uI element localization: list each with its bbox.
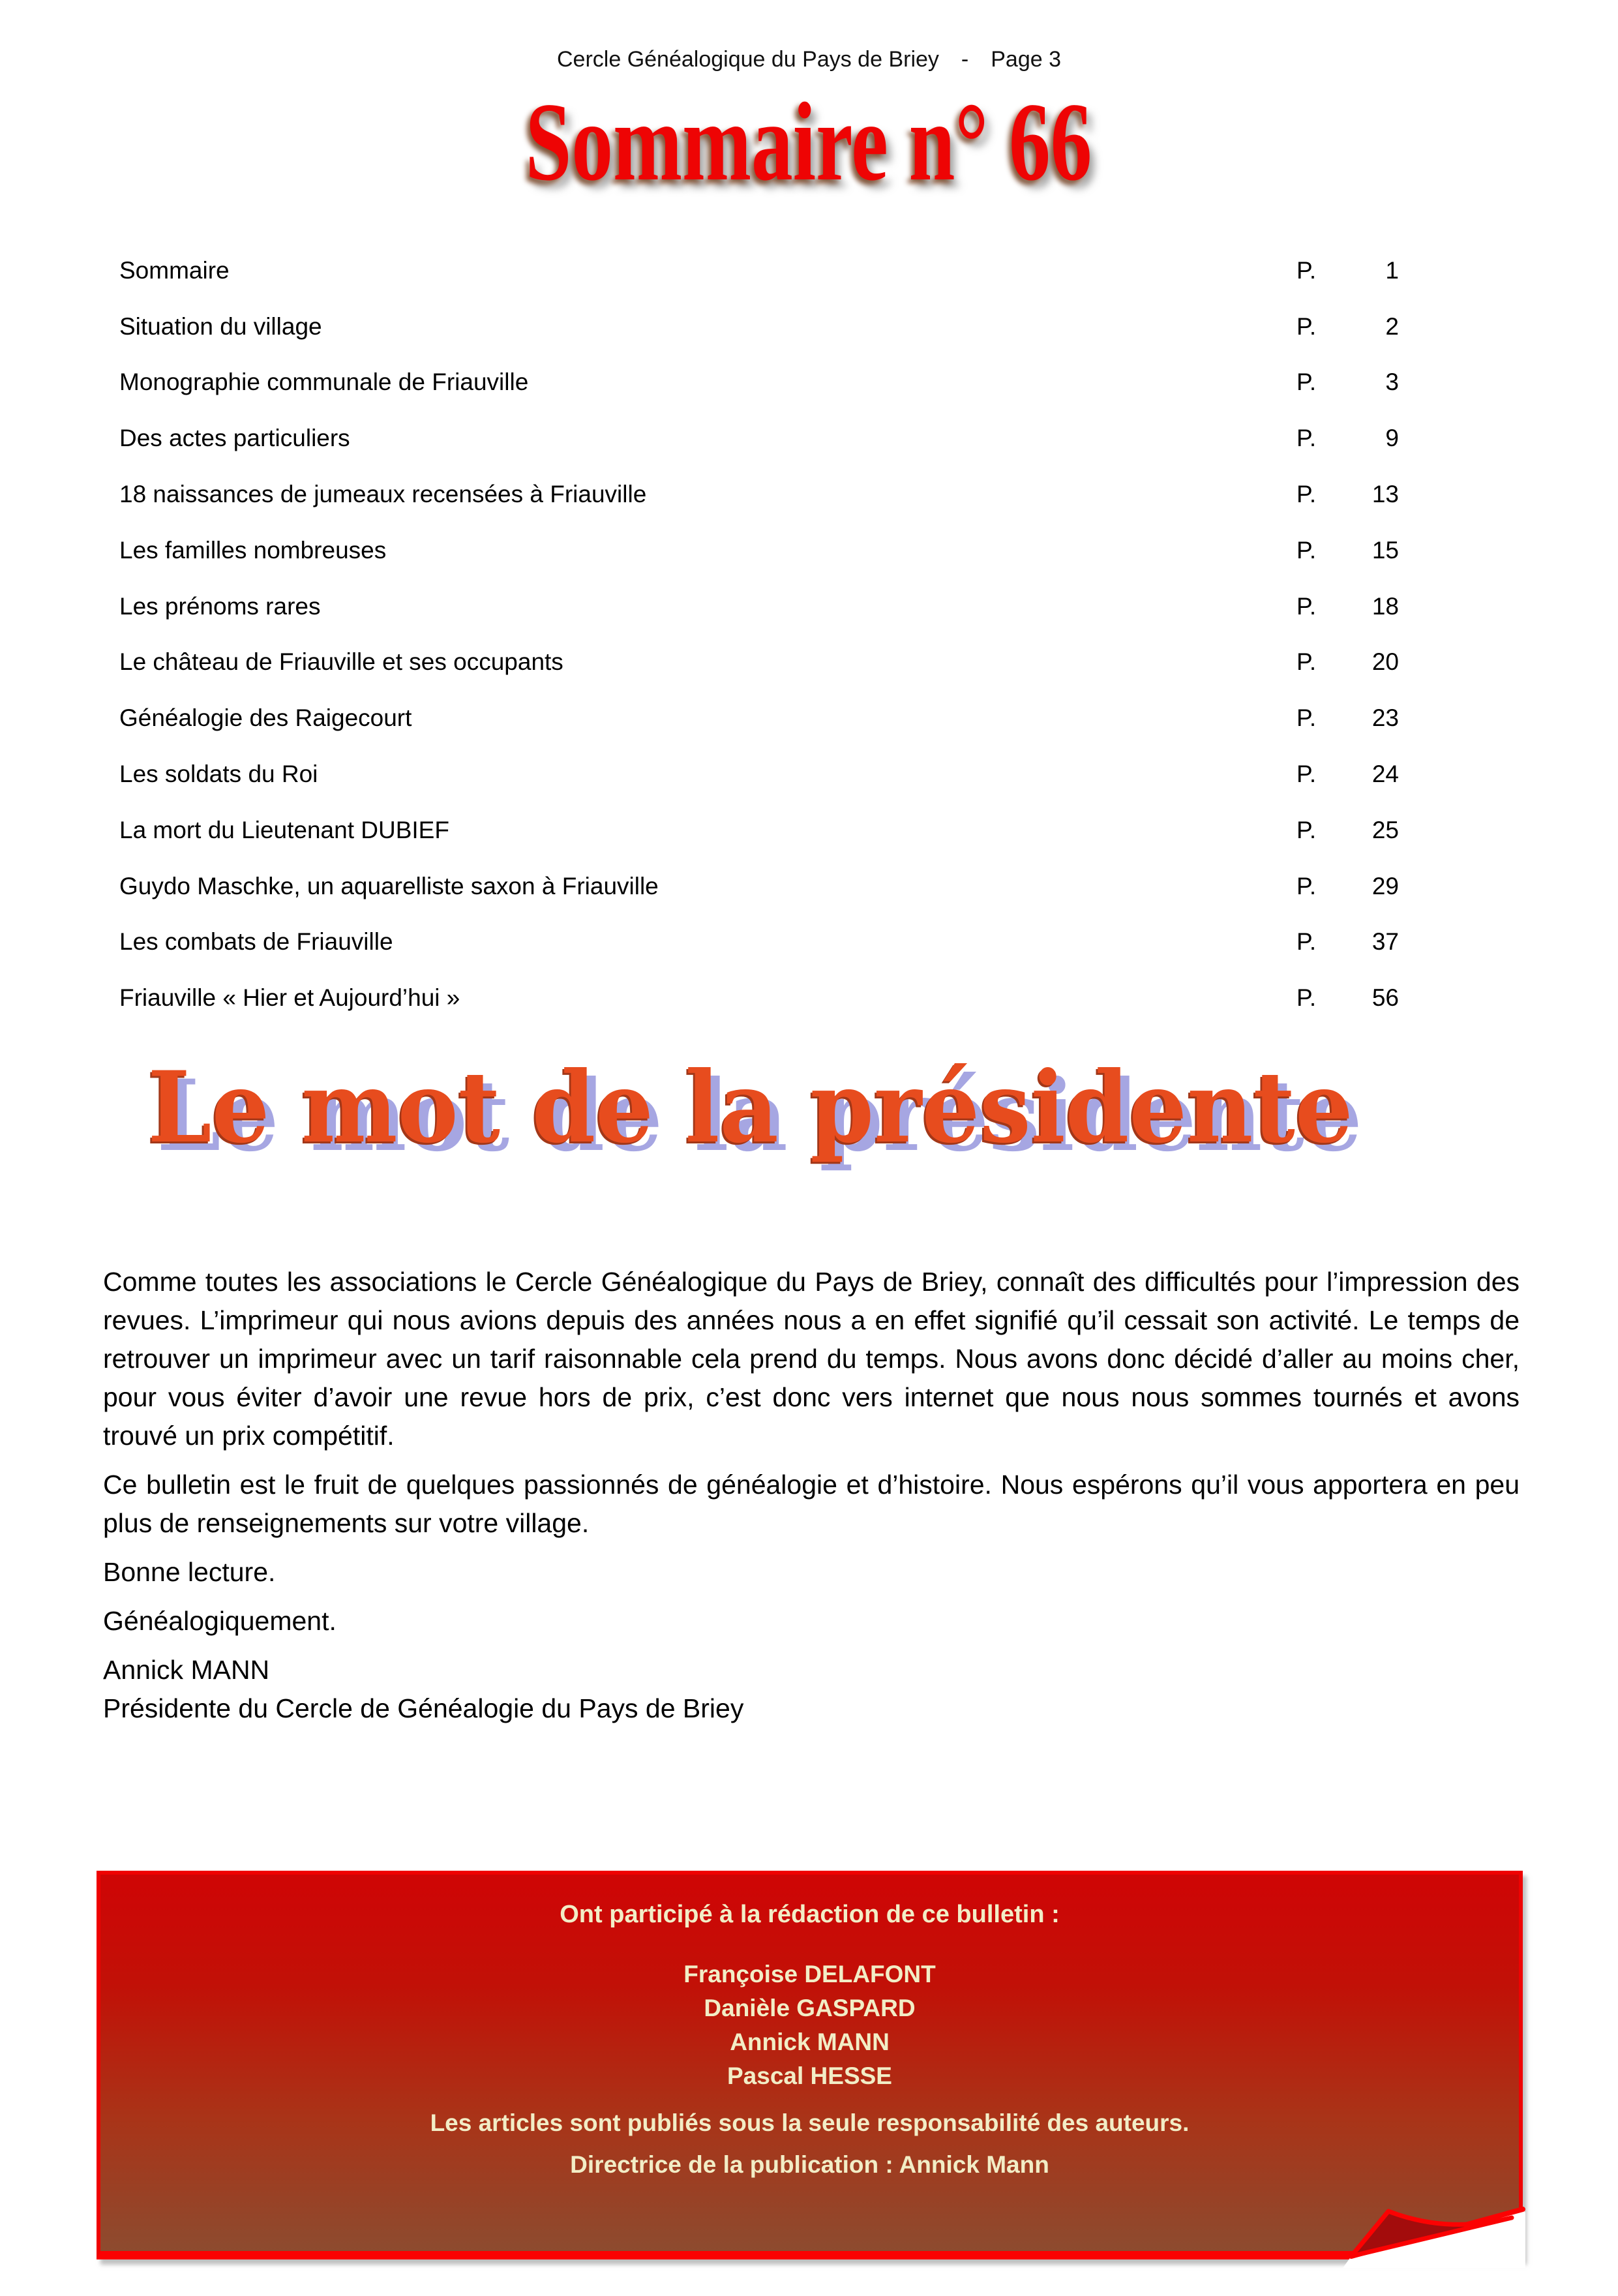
toc-page-number: 20: [1371, 648, 1399, 676]
toc-page-number: 25: [1371, 816, 1399, 843]
toc-page-abbr: P.: [1296, 256, 1317, 284]
toc-page-number: 3: [1385, 369, 1399, 396]
toc-entry-title: 18 naissances de jumeaux recensées à Friauville: [119, 481, 647, 508]
toc-page-number: 13: [1371, 481, 1399, 508]
credits-director-line: Directrice de la publication : Annick Mann: [570, 2151, 1049, 2178]
toc-row: [119, 970, 1399, 1026]
letter-paragraph: Bonne lecture.: [103, 1557, 276, 1587]
toc-page-number: 24: [1371, 761, 1399, 788]
credits-disclaimer: Les articles sont publiés sous la seule responsabilité des auteurs.: [430, 2109, 1190, 2136]
toc-page-abbr: P.: [1296, 481, 1317, 508]
toc-row: [119, 635, 1399, 691]
header-page-number: Page 3: [991, 47, 1061, 72]
credits-heading: Ont participé à la rédaction de ce bulletin :: [560, 1901, 1060, 1928]
contributor-name: Pascal HESSE: [727, 2062, 892, 2089]
presidente-title-wrap: [0, 1049, 1618, 1166]
toc-page-abbr: P.: [1296, 816, 1317, 843]
toc-row: [119, 914, 1399, 971]
toc-page-number: 29: [1371, 872, 1399, 899]
toc-page-abbr: P.: [1296, 928, 1317, 956]
signature-name: Annick MANN: [103, 1655, 270, 1685]
toc-row: [119, 466, 1399, 522]
contributor-name: Françoise DELAFONT: [683, 1961, 936, 1987]
toc-row: [119, 802, 1399, 858]
toc-page-abbr: P.: [1296, 536, 1317, 564]
toc-entry-title: Les soldats du Roi: [119, 761, 318, 788]
toc-entry-title: Des actes particuliers: [119, 425, 350, 452]
toc-page-abbr: P.: [1296, 984, 1317, 1012]
toc-page-abbr: P.: [1296, 872, 1317, 899]
toc-page-abbr: P.: [1296, 369, 1317, 396]
toc-row: [119, 299, 1399, 355]
toc-entry-title: Généalogie des Raigecourt: [119, 704, 412, 732]
toc-entry-title: Friauville « Hier et Aujourd’hui »: [119, 984, 460, 1012]
page-curl-decoration: [1323, 2177, 1525, 2268]
toc-page-abbr: P.: [1296, 592, 1317, 620]
toc-page-number: 23: [1371, 704, 1399, 732]
toc-page-number: 9: [1385, 425, 1399, 452]
credits-box: [97, 1871, 1523, 2259]
toc-row: [119, 243, 1399, 299]
toc-entry-title: Le château de Friauville et ses occupants: [119, 648, 563, 676]
signature-role: Présidente du Cercle de Généalogie du Pays de Briey: [103, 1693, 744, 1723]
toc-page-number: 37: [1371, 928, 1399, 956]
toc-entry-title: Situation du village: [119, 312, 322, 340]
toc-row: [119, 410, 1399, 466]
sommaire-title-wrap: [0, 80, 1618, 205]
section-title-presidente: Le mot de la présidente: [147, 1050, 1353, 1165]
toc-page-abbr: P.: [1296, 704, 1317, 732]
toc-entry-title: Sommaire: [119, 256, 230, 284]
page-header: [0, 47, 1618, 72]
letter-paragraph: Comme toutes les associations le Cercle Généalogique du Pays de Briey, connaît des difficultés pour l’impression des revues. L’imprimeur qui nous avions depuis des années nous a en effet signifié qu’il cessait son activité. Le temps de retrouver un imprimeur avec un tarif raisonnable cela prend du temps. Nous avons donc décidé d’aller au moins cher, pour vous éviter d’avoir une revue hors de prix, c’est donc vers internet que nous nous sommes tournés et avons trouvé un prix compétitif.: [103, 1267, 1520, 1451]
toc-row: [119, 355, 1399, 411]
toc-row: [119, 690, 1399, 746]
toc-row: [119, 858, 1399, 914]
table-of-contents: [119, 243, 1399, 1026]
toc-entry-title: Monographie communale de Friauville: [119, 369, 529, 396]
toc-page-abbr: P.: [1296, 761, 1317, 788]
toc-page-number: 15: [1371, 536, 1399, 564]
toc-page-number: 56: [1371, 984, 1399, 1012]
toc-entry-title: Les prénoms rares: [119, 592, 321, 620]
toc-page-number: 2: [1385, 312, 1399, 340]
toc-entry-title: Les familles nombreuses: [119, 536, 387, 564]
toc-entry-title: Guydo Maschke, un aquarelliste saxon à Friauville: [119, 872, 659, 899]
presidente-letter: [103, 1263, 1520, 1738]
letter-paragraph: Ce bulletin est le fruit de quelques passionnés de généalogie et d’histoire. Nous espérons qu’il vous apportera en peu plus de renseignements sur votre village.: [103, 1470, 1520, 1538]
contributor-name: Annick MANN: [730, 2029, 890, 2055]
contributors-list: [100, 1957, 1519, 2093]
signature-block: [103, 1651, 1520, 1728]
page-title: Sommaire n° 66: [526, 80, 1092, 204]
toc-page-abbr: P.: [1296, 648, 1317, 676]
toc-entry-title: Les combats de Friauville: [119, 928, 393, 956]
toc-page-abbr: P.: [1296, 312, 1317, 340]
letter-paragraph: Généalogiquement.: [103, 1606, 337, 1636]
toc-page-number: 18: [1371, 592, 1399, 620]
toc-page-abbr: P.: [1296, 425, 1317, 452]
toc-row: [119, 522, 1399, 579]
header-association: Cercle Généalogique du Pays de Briey: [557, 47, 939, 72]
toc-entry-title: La mort du Lieutenant DUBIEF: [119, 816, 449, 843]
toc-row: [119, 746, 1399, 802]
toc-row: [119, 579, 1399, 635]
toc-page-number: 1: [1385, 256, 1399, 284]
contributor-name: Danièle GASPARD: [704, 1995, 916, 2021]
header-separator: -: [961, 47, 969, 72]
